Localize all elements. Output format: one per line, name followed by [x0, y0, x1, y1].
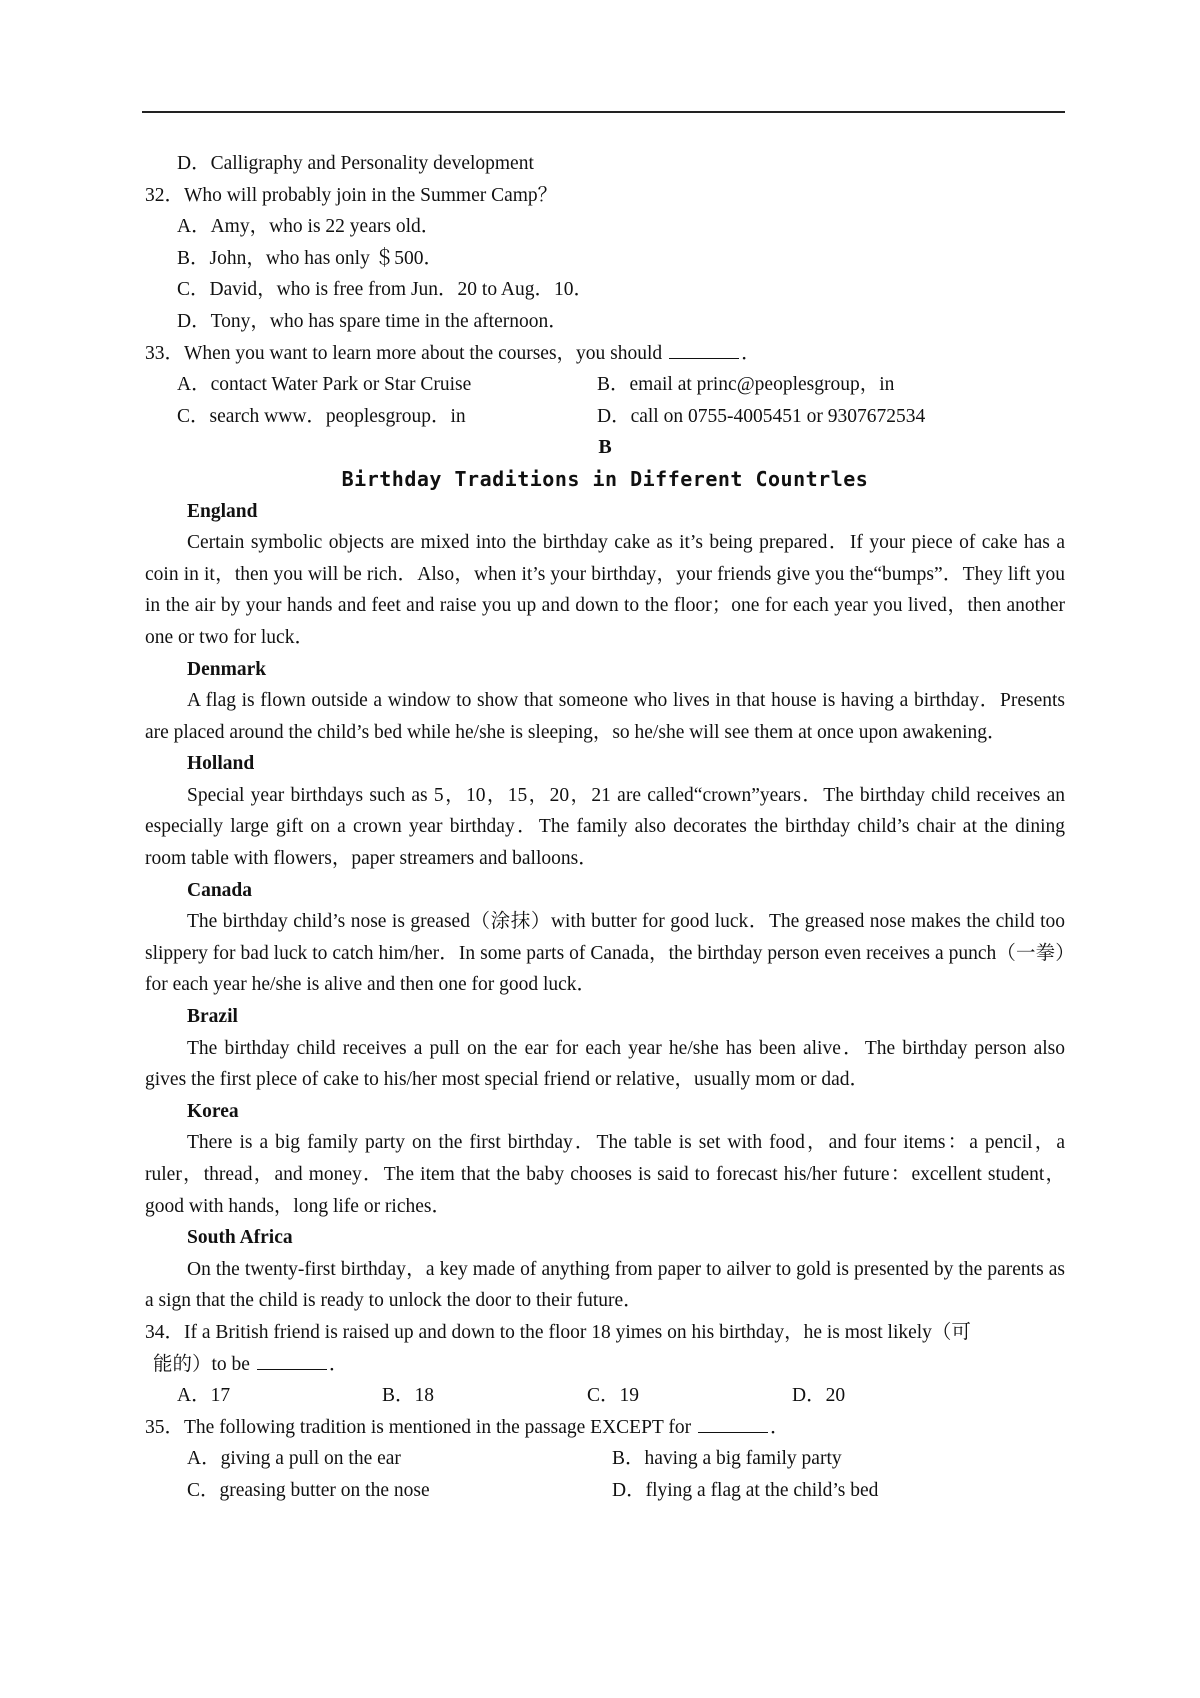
q34-stem-cont-line: [145, 1349, 1065, 1381]
q34-answer-blank: [257, 1351, 327, 1370]
country-paragraph-england: Certain symbolic objects are mixed into the birthday cake as it’s being prepared．If your piece of cake has a coin in it，then you will be rich．Also，when it’s your birthday，your friends give you the“bumps”．They lift you in the air by your hands and feet and raise you up and down to the floor；one for each year you lived，then another one or two for luck．: [145, 532, 1065, 648]
q35-option-c: C．greasing butter on the nose: [187, 1479, 430, 1501]
q33-options-row-2: [145, 401, 1065, 433]
q31-option-d: D．Calligraphy and Personality development: [177, 153, 534, 174]
q35-option-d: D．flying a flag at the child’s bed: [612, 1479, 879, 1501]
country-paragraph-holland: Special year birthdays such as 5，10，15，20，21 are called“crown”years．The birthday child receives an especially large gift on a crown year birthday．The family also decorates the birthday child’s chair at the dining room table with flowers，paper streamers and balloons．: [145, 784, 1065, 870]
q33-stem-end: ．: [741, 342, 761, 364]
q34-option-c: C．19: [587, 1385, 640, 1407]
q34-stem-cont: 能的）to be: [153, 1353, 250, 1375]
q33-option-c: C．search www．peoplesgroup．in: [177, 405, 466, 427]
q32-stem: 32．Who will probably join in the Summer Camp？: [145, 184, 558, 206]
q32-option-b: B．John，who has only ＄500．: [177, 247, 443, 269]
country-paragraph-denmark: A flag is flown outside a window to show that someone who lives in that house is having a birthday．Presents are placed around the child’s bed while he/she is sleeping，so he/she will see them at once upon awakening．: [145, 690, 1065, 743]
country-heading-canada: Canada: [187, 879, 253, 901]
country-paragraph-canada: The birthday child’s nose is greased（涂抹）with butter for good luck．The greased nose makes the child too slippery for bad luck to catch him/her．In some parts of Canada，the birthday person even receives a punch（一拳）for each year he/she is alive and then one for good luck．: [145, 911, 1065, 996]
country-heading-brazil: Brazil: [187, 1006, 238, 1028]
country-paragraph-brazil: The birthday child receives a pull on the ear for each year he/she has been alive．The birthday person also gives the first plece of cake to his/her most special friend or relative，usually mom or dad．: [145, 1037, 1065, 1091]
q33-option-b: B．email at princ@peoplesgroup，in: [597, 374, 895, 396]
q34-option-d: D．20: [792, 1385, 846, 1407]
country-heading-denmark: Denmark: [187, 658, 267, 680]
country-heading-england: England: [187, 500, 258, 522]
q35-stem-end: ．: [769, 1416, 790, 1438]
q33-answer-blank: [669, 340, 739, 359]
country-paragraph-south-africa: On the twenty-first birthday，a key made of anything from paper to ailver to gold is presented by the parents as a sign that the child is ready to unlock the door to their future．: [145, 1258, 1065, 1312]
country-heading-holland: Holland: [187, 753, 255, 775]
q34-option-a: A．17: [177, 1385, 231, 1407]
q34-stem: 34．If a British friend is raised up and down to the floor 18 yimes on his birthday，he is most likely（可: [145, 1321, 971, 1343]
q35-stem: 35．The following tradition is mentioned in the passage EXCEPT for: [145, 1416, 692, 1438]
q33-option-a: A．contact Water Park or Star Cruise: [177, 374, 472, 396]
page-content: [145, 148, 1065, 1507]
q34-stem-end: ．: [328, 1353, 349, 1375]
country-heading-korea: Korea: [187, 1100, 239, 1122]
q33-stem-line: [145, 338, 1065, 370]
q35-options-row-1: [145, 1443, 1065, 1475]
header-rule: [142, 111, 1065, 113]
q33-option-d: D．call on 0755-4005451 or 9307672534: [597, 405, 926, 427]
q35-options-row-2: [145, 1475, 1065, 1507]
q34-option-b: B．18: [382, 1385, 435, 1407]
country-paragraph-korea: There is a big family party on the first birthday．The table is set with food，and four items：a pencil，a ruler，thread，and money．The item that the baby chooses is said to forecast his/her future：excellent student，good with hands，long life or riches．: [145, 1132, 1065, 1217]
q32-option-a: A．Amy，who is 22 years old．: [177, 216, 441, 238]
q34-options-row: [145, 1380, 1065, 1412]
q32-option-d: D．Tony，who has spare time in the afternoon．: [177, 310, 568, 332]
passage-title: Birthday Traditions in Different Countrles: [341, 466, 869, 491]
q35-option-a: A．giving a pull on the ear: [187, 1448, 401, 1470]
q35-option-b: B．having a big family party: [612, 1448, 842, 1470]
q32-option-c: C．David，who is free from Jun．20 to Aug．10．: [177, 279, 593, 301]
q35-answer-blank: [698, 1414, 768, 1433]
section-letter: B: [598, 436, 612, 459]
q33-stem: 33．When you want to learn more about the courses，you should: [145, 342, 663, 364]
country-heading-south-africa: South Africa: [187, 1227, 293, 1249]
q33-options-row-1: [145, 369, 1065, 401]
q35-stem-line: [145, 1412, 1065, 1444]
